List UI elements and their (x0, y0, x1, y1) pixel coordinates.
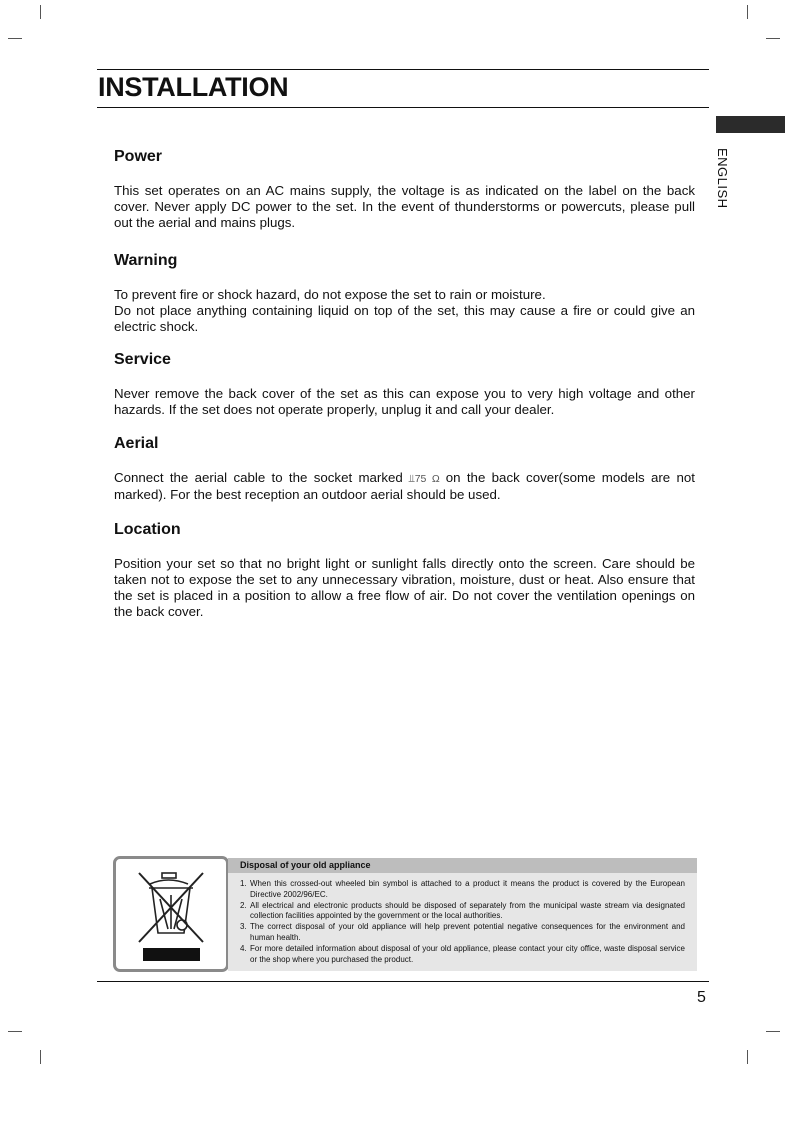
disposal-list (228, 873, 697, 965)
disposal-info-panel (228, 858, 697, 971)
crop-mark (766, 1031, 780, 1032)
crop-mark (40, 1050, 41, 1064)
page-number: 5 (697, 989, 706, 1006)
disposal-item-number: 4. (240, 943, 247, 953)
section-body (114, 470, 695, 503)
aerial-text-before: Connect the aerial cable to the socket marked (114, 470, 403, 485)
section-heading: Location (114, 521, 181, 538)
section-power (114, 148, 695, 252)
page-title: INSTALLATION (98, 72, 289, 102)
footer-rule (97, 981, 709, 982)
section-location (114, 521, 695, 620)
section-service (114, 351, 695, 435)
disposal-item (240, 944, 685, 966)
crop-mark (8, 1031, 22, 1032)
crop-mark (8, 38, 22, 39)
crop-mark (766, 38, 780, 39)
crop-mark (747, 5, 748, 19)
section-body: Never remove the back cover of the set as this can expose you to very high voltage and other hazards. If the set does not operate properly, unplug it and call your dealer. (114, 386, 695, 417)
disposal-title: Disposal of your old appliance (228, 858, 697, 873)
disposal-item-text: When this crossed-out wheeled bin symbol is attached to a product it means the product is covered by the European Directive 2002/96/EC. (250, 879, 685, 899)
crop-mark (747, 1050, 748, 1064)
disposal-item-number: 1. (240, 879, 247, 888)
weee-bin-icon-frame (113, 856, 229, 972)
disposal-item-text: For more detailed information about disposal of your old appliance, please contact your city office, waste disposal service or the shop where you purchased the product. (250, 943, 685, 964)
crop-mark (40, 5, 41, 19)
language-tab (716, 116, 785, 133)
disposal-item (240, 879, 685, 901)
section-body: This set operates on an AC mains supply, the voltage is as indicated on the label on the back cover. Never apply DC power to the set. In the event of thunderstorms or powercuts, please pull out the aerial and mains plugs. (114, 183, 695, 230)
title-bottom-rule (97, 107, 709, 108)
section-heading: Warning (114, 252, 178, 269)
aerial-socket-symbol: ⫫75 Ω (408, 473, 440, 485)
title-top-rule (97, 69, 709, 70)
main-content (114, 148, 695, 620)
section-heading: Service (114, 351, 171, 368)
section-aerial (114, 435, 695, 521)
section-body-line: Do not place anything containing liquid on top of the set, this may cause a fire or could give an electric shock. (114, 303, 695, 334)
section-heading: Power (114, 148, 163, 165)
section-warning (114, 252, 695, 351)
section-body: Position your set so that no bright light or sunlight falls directly onto the screen. Care should be taken not to expose the set to any unnecessary vibration, moisture, dust or heat. Also ensure that the set is placed in a position to allow a free flow of air. Do not cover the ventilation openings on the back cover. (114, 556, 695, 619)
disposal-item (240, 922, 685, 944)
disposal-item-text: All electrical and electronic products should be disposed of separately from the municipal waste stream via designated collection facilities appointed by the government or the local authorities. (250, 900, 685, 921)
disposal-item (240, 901, 685, 923)
aerial-text-after: on the back cover(some models are not marked). For the best reception an outdoor aerial should be used. (114, 470, 695, 502)
disposal-item-number: 3. (240, 922, 247, 932)
section-body-line: To prevent fire or shock hazard, do not expose the set to rain or moisture. (114, 287, 546, 302)
disposal-item-text: The correct disposal of your old appliance will help prevent potential negative consequences for the environment and human health. (250, 922, 685, 942)
language-label: ENGLISH (715, 148, 730, 209)
crossed-out-wheeled-bin-icon (116, 859, 226, 969)
section-heading: Aerial (114, 435, 159, 452)
disposal-item-number: 2. (240, 900, 247, 910)
